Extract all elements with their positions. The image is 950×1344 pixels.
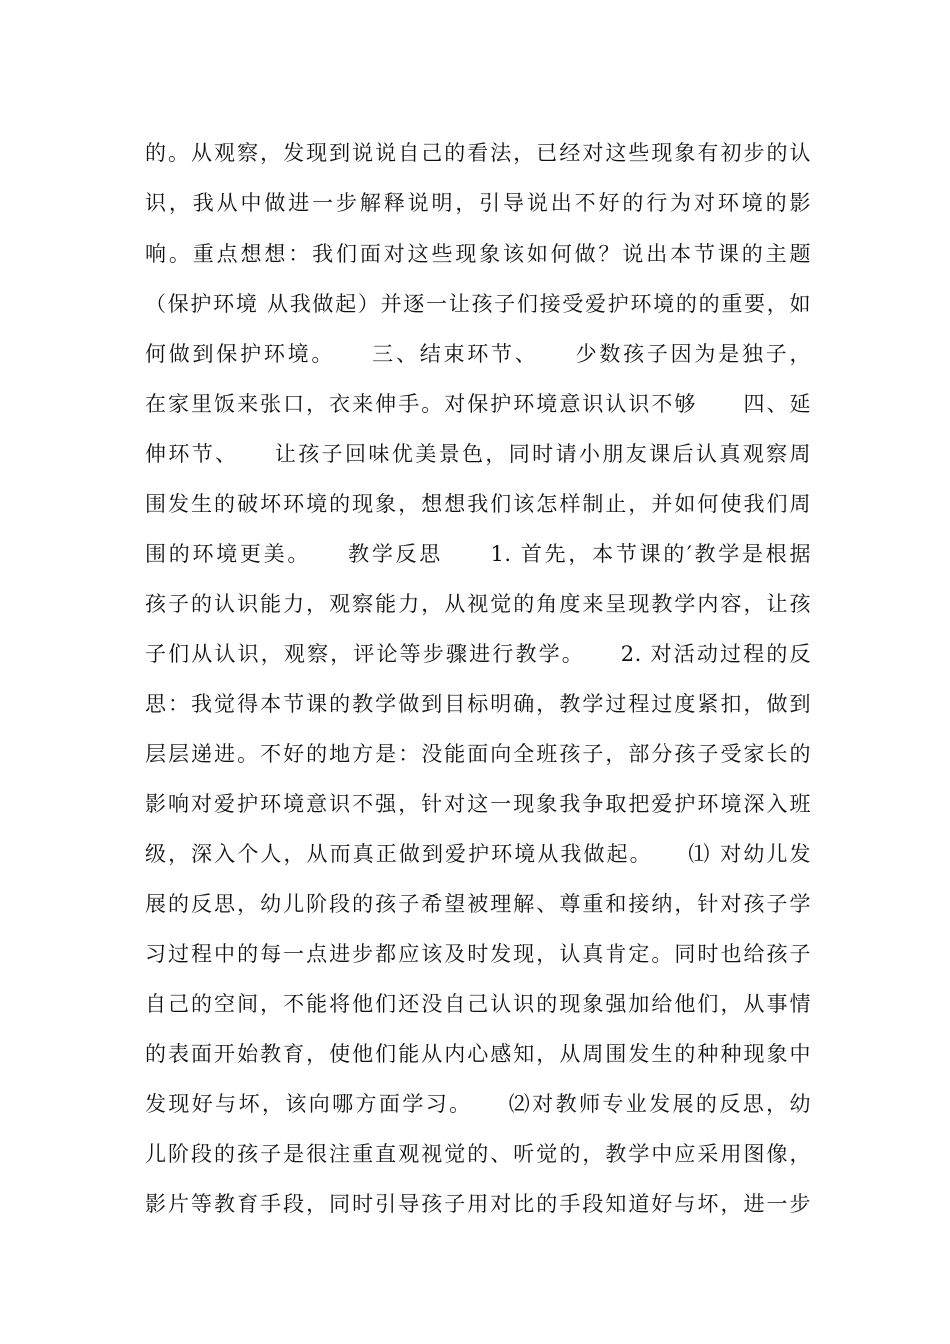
text-line: 影片等教育手段，同时引导孩子用对比的手段知道好与坏，进一步 <box>145 1192 811 1216</box>
text-line: 孩子的认识能力，观察能力，从视觉的角度来呈现教学内容，让孩 <box>145 592 811 616</box>
text-line: 发现好与坏，该向哪方面学习。 ⑵对教师专业发展的反思，幼 <box>145 1092 811 1116</box>
text-line: （保护环境 从我做起）并逐一让孩子们接受爱护环境的的重要，如 <box>145 292 811 316</box>
text-line: 的。从观察，发现到说说自己的看法，已经对这些现象有初步的认 <box>145 141 811 165</box>
text-line: 影响对爱护环境意识不强，针对这一现象我争取把爱护环境深入班 <box>145 792 811 816</box>
text-line: 响。重点想想：我们面对这些现象该如何做？说出本节课的主题 <box>145 242 811 266</box>
text-line: 子们从认识，观察，评论等步骤进行教学。 2. 对活动过程的反 <box>145 642 811 666</box>
text-line: 的表面开始教育，使他们能从内心感知，从周围发生的种种现象中 <box>145 1042 811 1066</box>
text-line: 儿阶段的孩子是很注重直观视觉的、听觉的，教学中应采用图像， <box>145 1142 811 1166</box>
text-line: 层层递进。不好的地方是：没能面向全班孩子，部分孩子受家长的 <box>145 742 811 766</box>
text-line: 级，深入个人，从而真正做到爱护环境从我做起。 ⑴ 对幼儿发 <box>145 842 811 866</box>
text-line: 伸环节、 让孩子回味优美景色，同时请小朋友课后认真观察周 <box>145 442 811 466</box>
text-line: 思：我觉得本节课的教学做到目标明确，教学过程过度紧扣，做到 <box>145 692 811 716</box>
text-line: 何做到保护环境。 三、结束环节、 少数孩子因为是独子， <box>145 342 811 366</box>
text-line: 围的环境更美。 教学反思 1. 首先，本节课的′教学是根据 <box>145 542 811 566</box>
text-line: 自己的空间，不能将他们还没自己认识的现象强加给他们，从事情 <box>145 992 811 1016</box>
text-line: 识，我从中做进一步解释说明，引导说出不好的行为对环境的影 <box>145 191 811 215</box>
text-line: 在家里饭来张口，衣来伸手。对保护环境意识认识不够 四、延 <box>145 392 811 416</box>
text-line: 习过程中的每一点进步都应该及时发现，认真肯定。同时也给孩子 <box>145 942 811 966</box>
text-line: 围发生的破坏环境的现象，想想我们该怎样制止，并如何使我们周 <box>145 492 811 516</box>
text-line: 展的反思，幼儿阶段的孩子希望被理解、尊重和接纳，针对孩子学 <box>145 892 811 916</box>
